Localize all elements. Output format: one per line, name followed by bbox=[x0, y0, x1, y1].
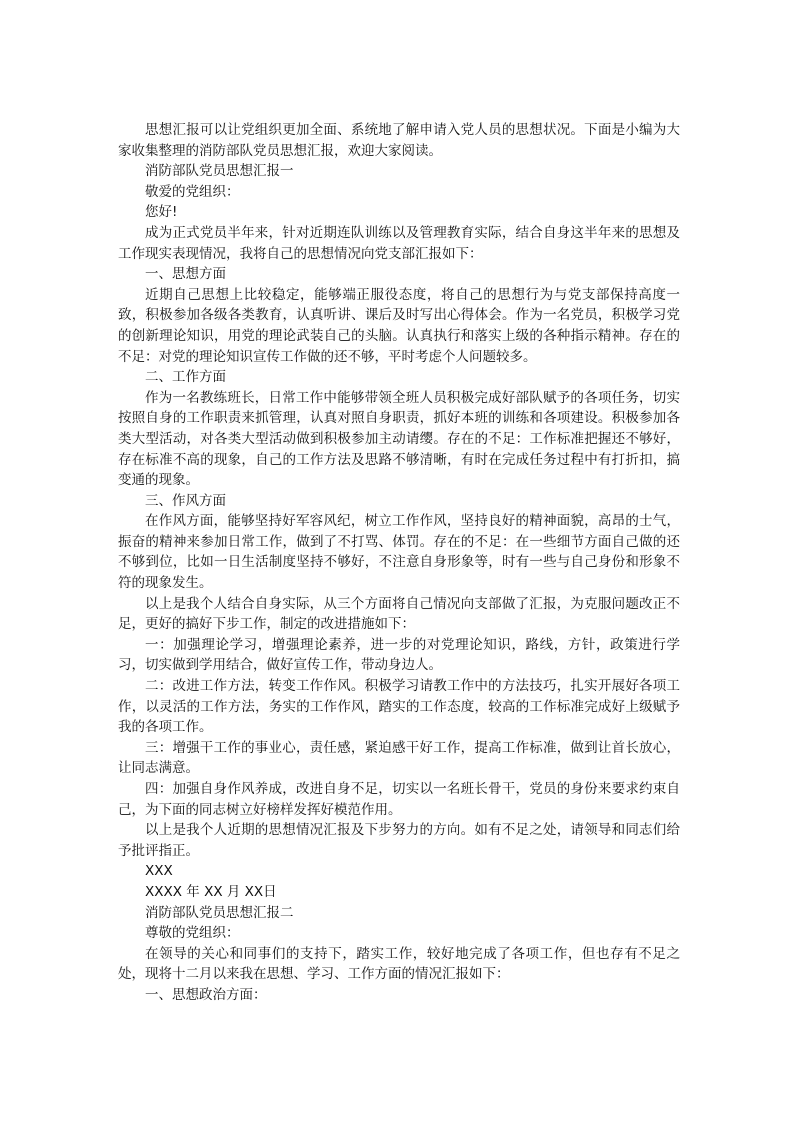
report-two-opening: 在领导的关心和同事们的支持下，踏实工作，较好地完成了各项工作，但也存有不足之处，现将十二月以来我在思想、学习、工作方面的情况汇报如下： bbox=[118, 945, 680, 983]
section-heading-politics: 一、思想政治方面： bbox=[145, 986, 267, 1003]
section-heading-style: 三、作风方面 bbox=[145, 492, 226, 509]
greeting: 您好! bbox=[145, 204, 178, 221]
thought-paragraph: 近期自己思想上比较稳定，能够端正服役态度，将自己的思想行为与党支部保持高度一致，积极参加各级各类教育，认真听讲、课后及时写出心得体会。作为一名党员，积极学习党的创新理论知识，用党的理论武装自己的头脑。认真执行和落实上级的各种指示精神。存在的不足：对党的理论知识宣传工作做的还不够，平时考虑个人问题较多。 bbox=[118, 286, 680, 365]
measure-three: 三：增强干工作的事业心，责任感，紧迫感干好工作，提高工作标准，做到让首长放心，让同志满意。 bbox=[118, 739, 680, 777]
section-heading-thought: 一、思想方面 bbox=[145, 266, 226, 283]
work-paragraph: 作为一名教练班长，日常工作中能够带领全班人员积极完成好部队赋予的各项任务，切实按照自身的工作职责来抓管理，认真对照自身职责，抓好本班的训练和各项建设。积极参加各类大型活动，对各类大型活动做到积极参加主动请缨。存在的不足：工作标准把握还不够好，存在标准不高的现象，自己的工作方法及思路不够清晰，有时在完成任务过程中有打折扣，搞变通的现象。 bbox=[118, 389, 680, 489]
section-heading-work: 二、工作方面 bbox=[145, 369, 226, 386]
opening-paragraph: 成为正式党员半年来，针对近期连队训练以及管理教育实际，结合自身这半年来的思想及工作现实表现情况，我将自己的思想情况向党支部汇报如下： bbox=[118, 224, 680, 262]
measure-one: 一：加强理论学习，增强理论素养，进一步的对党理论知识，路线，方针，政策进行学习，切实做到学用结合，做好宣传工作，带动身边人。 bbox=[118, 636, 680, 674]
measure-two: 二：改进工作方法，转变工作作风。积极学习请教工作中的方法技巧，扎实开展好各项工作，以灵活的工作方法，务实的工作作风，踏实的工作态度，较高的工作标准完成好上级赋予我的各项工作。 bbox=[118, 678, 680, 736]
report-two-title: 消防部队党员思想汇报二 bbox=[145, 904, 294, 921]
measure-four: 四：加强自身作风养成，改进自身不足，切实以一名班长骨干，党员的身份来要求约束自己，为下面的同志树立好榜样发挥好模范作用。 bbox=[118, 781, 680, 818]
document-body bbox=[118, 120, 680, 1006]
style-paragraph: 在作风方面，能够坚持好军容风纪，树立工作作风，坚持良好的精神面貌，高昂的士气，振奋的精神来参加日常工作，做到了不打骂、体罚。存在的不足：在一些细节方面自己做的还不够到位，比如一日生活制度坚持不够好，不注意自身形象等，时有一些与自己身份和形象不符的现象发生。 bbox=[118, 513, 680, 592]
summary-paragraph: 以上是我个人结合自身实际，从三个方面将自己情况向支部做了汇报，为克服问题改正不足，更好的搞好下步工作，制定的改进措施如下： bbox=[118, 595, 680, 633]
signature-name: XXX bbox=[145, 863, 173, 880]
intro-paragraph: 思想汇报可以让党组织更加全面、系统地了解申请入党人员的思想状况。下面是小编为大家收集整理的消防部队党员思想汇报，欢迎大家阅读。 bbox=[118, 122, 680, 159]
salutation-two: 尊敬的党组织： bbox=[145, 925, 240, 942]
signature-date: XXXX 年 XX 月 XX日 bbox=[145, 883, 277, 900]
closing-paragraph: 以上是我个人近期的思想情况汇报及下步努力的方向。如有不足之处，请领导和同志们给予批评指正。 bbox=[118, 822, 680, 859]
salutation: 敬爱的党组织： bbox=[145, 183, 240, 200]
report-one-title: 消防部队党员思想汇报一 bbox=[145, 163, 294, 180]
